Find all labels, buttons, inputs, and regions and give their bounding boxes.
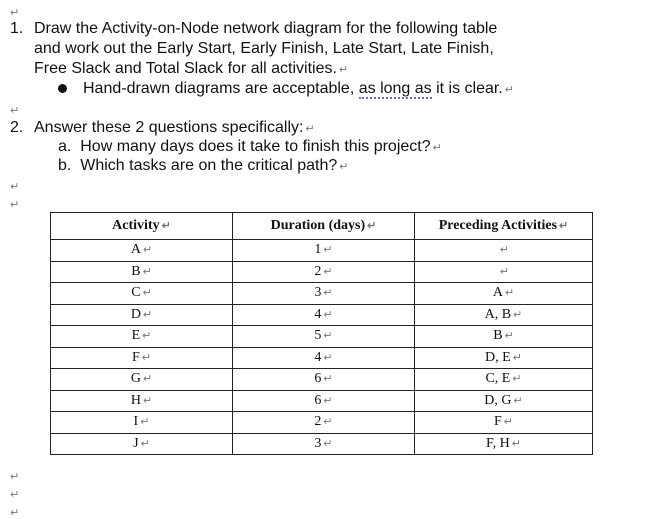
paragraph-mark: ↵ xyxy=(142,394,153,407)
paragraph-mark: ↵ xyxy=(10,198,20,211)
paragraph-mark: ↵ xyxy=(503,416,513,429)
cell-activity-text: D xyxy=(130,306,141,322)
cell-duration-text: 4 xyxy=(314,349,322,365)
cell-preceding-text: D, E xyxy=(485,349,511,365)
cell-preceding xyxy=(415,304,593,326)
cell-preceding-text: B xyxy=(493,328,503,344)
cell-preceding xyxy=(415,261,593,283)
cell-activity xyxy=(51,283,233,305)
cell-activity xyxy=(51,390,233,412)
paragraph-mark: ↵ xyxy=(305,123,315,135)
table-row xyxy=(51,433,593,455)
paragraph-mark: ↵ xyxy=(499,244,510,257)
cell-preceding xyxy=(415,347,593,369)
cell-duration-text: 2 xyxy=(314,263,322,279)
paragraph-mark: ↵ xyxy=(504,84,515,96)
cell-preceding xyxy=(415,390,593,412)
question-1-line-3-text: Free Slack and Total Slack for all activities. xyxy=(34,60,337,77)
cell-activity xyxy=(51,369,233,391)
paragraph-mark: ↵ xyxy=(504,330,514,343)
header-duration xyxy=(233,213,415,240)
header-activity xyxy=(51,213,233,240)
cell-activity xyxy=(51,347,233,369)
cell-activity-text: B xyxy=(131,263,141,279)
paragraph-mark: ↵ xyxy=(323,373,333,386)
question-2-number: 2. xyxy=(10,119,24,136)
paragraph-mark: ↵ xyxy=(142,330,152,343)
paragraph-mark: ↵ xyxy=(511,437,521,450)
table-row xyxy=(51,369,593,391)
cell-preceding-text: A, B xyxy=(484,306,512,322)
cell-activity-text: E xyxy=(131,328,141,344)
table-row xyxy=(51,347,593,369)
cell-activity-text: I xyxy=(133,414,139,430)
table-row xyxy=(51,390,593,412)
cell-duration-text: 3 xyxy=(314,435,322,451)
paragraph-mark: ↵ xyxy=(323,437,333,450)
paragraph-mark: ↵ xyxy=(142,265,152,278)
header-duration-text: Duration (days) xyxy=(270,218,366,233)
paragraph-mark: ↵ xyxy=(10,488,20,501)
paragraph-mark: ↵ xyxy=(499,265,510,278)
paragraph-mark: ↵ xyxy=(323,287,333,300)
paragraph-mark: ↵ xyxy=(323,308,333,321)
question-2b-label: b. xyxy=(58,157,72,174)
paragraph-mark: ↵ xyxy=(142,244,153,257)
bullet-icon xyxy=(58,84,67,93)
paragraph-mark: ↵ xyxy=(513,308,523,321)
paragraph-mark: ↵ xyxy=(142,287,152,300)
question-2a-text: How many days does it take to finish this project? xyxy=(80,138,431,155)
question-1-line-3 xyxy=(34,59,348,80)
paragraph-mark: ↵ xyxy=(323,265,333,278)
cell-preceding xyxy=(415,240,593,262)
paragraph-mark: ↵ xyxy=(513,394,523,407)
cell-duration xyxy=(233,304,415,326)
paragraph-mark: ↵ xyxy=(140,416,150,429)
cell-activity xyxy=(51,433,233,455)
cell-preceding xyxy=(415,326,593,348)
paragraph-mark: ↵ xyxy=(142,308,153,321)
cell-duration xyxy=(233,433,415,455)
cell-duration xyxy=(233,347,415,369)
paragraph-mark: ↵ xyxy=(323,244,333,257)
paragraph-mark: ↵ xyxy=(367,220,377,232)
cell-duration xyxy=(233,412,415,434)
cell-preceding xyxy=(415,412,593,434)
cell-preceding-text: C, E xyxy=(485,371,511,387)
cell-activity xyxy=(51,240,233,262)
paragraph-mark: ↵ xyxy=(10,470,20,483)
question-2-title-text: Answer these 2 questions specifically: xyxy=(34,119,304,136)
paragraph-mark: ↵ xyxy=(504,287,515,300)
paragraph-mark: ↵ xyxy=(10,104,20,117)
header-preceding-text: Preceding Activities xyxy=(438,218,558,233)
question-2b xyxy=(58,156,348,177)
paragraph-mark: ↵ xyxy=(10,6,20,19)
paragraph-mark: ↵ xyxy=(140,437,150,450)
cell-activity-text: F xyxy=(131,349,140,365)
cell-preceding-text: F xyxy=(493,414,502,430)
question-1-number: 1. xyxy=(10,20,24,37)
table-row xyxy=(51,283,593,305)
bullet-text-post: it is clear. xyxy=(436,80,503,97)
cell-activity xyxy=(51,412,233,434)
bullet-text-pre: Hand-drawn diagrams are acceptable, xyxy=(83,80,355,97)
cell-duration xyxy=(233,261,415,283)
table-row xyxy=(51,240,593,262)
cell-duration-text: 3 xyxy=(314,285,322,301)
table-row xyxy=(51,304,593,326)
cell-duration xyxy=(233,390,415,412)
cell-preceding-text: F, H xyxy=(486,435,510,451)
paragraph-mark: ↵ xyxy=(10,180,20,193)
cell-duration-text: 2 xyxy=(314,414,322,430)
paragraph-mark: ↵ xyxy=(10,506,20,519)
paragraph-mark: ↵ xyxy=(142,373,153,386)
cell-duration xyxy=(233,283,415,305)
header-preceding xyxy=(415,213,593,240)
cell-activity-text: H xyxy=(130,392,141,408)
activity-table xyxy=(50,212,593,455)
cell-activity xyxy=(51,261,233,283)
paragraph-mark: ↵ xyxy=(338,64,349,76)
question-1-line-2: and work out the Early Start, Early Finish, Late Start, Late Finish, xyxy=(34,40,494,57)
paragraph-mark: ↵ xyxy=(559,220,569,232)
question-2a xyxy=(58,137,442,158)
cell-duration xyxy=(233,240,415,262)
cell-duration-text: 5 xyxy=(314,328,322,344)
paragraph-mark: ↵ xyxy=(323,416,333,429)
cell-duration-text: 1 xyxy=(314,242,322,258)
cell-duration-text: 4 xyxy=(314,306,322,322)
table-row xyxy=(51,261,593,283)
paragraph-mark: ↵ xyxy=(512,373,522,386)
paragraph-mark: ↵ xyxy=(161,220,171,232)
paragraph-mark: ↵ xyxy=(512,351,522,364)
cell-preceding xyxy=(415,369,593,391)
question-1-bullet xyxy=(58,79,514,100)
cell-activity xyxy=(51,326,233,348)
cell-activity xyxy=(51,304,233,326)
paragraph-mark: ↵ xyxy=(323,394,333,407)
cell-duration-text: 6 xyxy=(314,392,322,408)
cell-activity-text: A xyxy=(130,242,141,258)
cell-activity-text: J xyxy=(133,435,139,451)
paragraph-mark: ↵ xyxy=(141,351,151,364)
question-2-title xyxy=(34,118,315,139)
cell-preceding-text: D, G xyxy=(484,392,512,408)
table-row xyxy=(51,326,593,348)
cell-duration xyxy=(233,369,415,391)
paragraph-mark: ↵ xyxy=(323,330,333,343)
cell-activity-text: G xyxy=(130,371,141,387)
cell-preceding-text: A xyxy=(492,285,503,301)
cell-activity-text: C xyxy=(131,285,141,301)
table-header-row xyxy=(51,213,593,240)
bullet-text-squiggle: as long as xyxy=(358,80,432,97)
table-row xyxy=(51,412,593,434)
cell-preceding xyxy=(415,283,593,305)
paragraph-mark: ↵ xyxy=(323,351,333,364)
header-activity-text: Activity xyxy=(112,218,160,233)
question-2a-label: a. xyxy=(58,138,72,155)
cell-preceding xyxy=(415,433,593,455)
question-1-line-1: Draw the Activity-on-Node network diagram for the following table xyxy=(34,20,498,37)
question-2b-text: Which tasks are on the critical path? xyxy=(80,157,338,174)
cell-duration xyxy=(233,326,415,348)
cell-duration-text: 6 xyxy=(314,371,322,387)
paragraph-mark: ↵ xyxy=(339,161,349,173)
paragraph-mark: ↵ xyxy=(432,142,442,154)
